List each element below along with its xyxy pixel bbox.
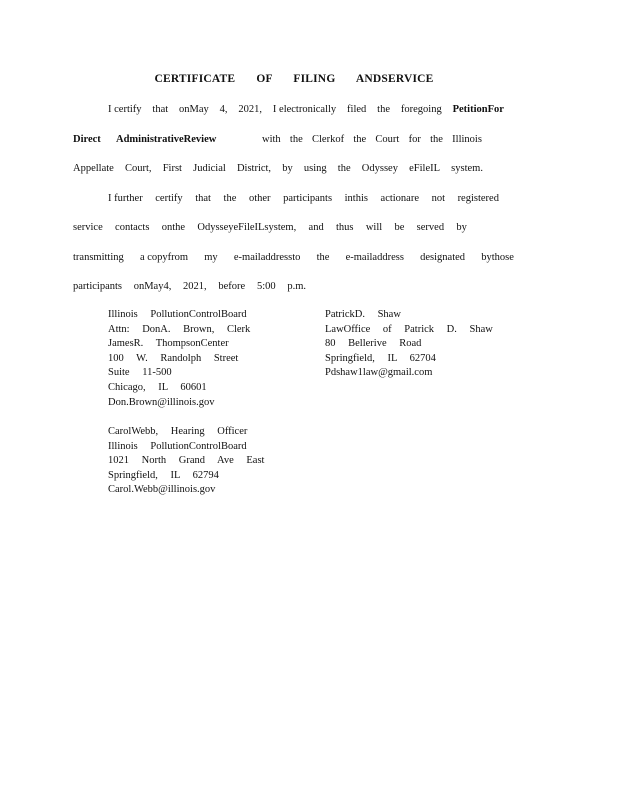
address-line: Illinois PollutionControlBoard bbox=[108, 440, 247, 452]
word: Judicial bbox=[193, 163, 226, 174]
word: foregoing bbox=[400, 104, 442, 115]
word: the bbox=[353, 134, 367, 145]
recipient-address-hearing-officer bbox=[108, 425, 264, 498]
para1-line3 bbox=[73, 162, 483, 176]
para2-line4 bbox=[73, 280, 306, 294]
word: bythose bbox=[481, 252, 514, 263]
word: Illinois bbox=[452, 134, 482, 145]
word: e-mailaddress bbox=[345, 252, 404, 263]
address-line: Attn: DonA. Brown, Clerk bbox=[108, 323, 251, 335]
address-line: Chicago, IL 60601 bbox=[108, 381, 207, 393]
word: thus bbox=[336, 222, 354, 233]
word: Odyssey bbox=[361, 163, 398, 174]
word: my bbox=[204, 252, 218, 263]
word: actionare bbox=[380, 193, 420, 204]
word: using bbox=[303, 163, 327, 174]
certificate-title: CERTIFICATE OF FILING ANDSERVICE bbox=[154, 73, 434, 85]
address-line: Springfield, IL 62704 bbox=[325, 352, 436, 364]
address-line: Illinois PollutionControlBoard bbox=[108, 309, 247, 320]
address-line: Suite 11-500 bbox=[108, 367, 172, 379]
para2-line3 bbox=[73, 251, 514, 265]
word: 4, bbox=[219, 104, 228, 115]
para1-line2-rest bbox=[262, 133, 482, 147]
word: designated bbox=[420, 252, 466, 263]
word: by bbox=[282, 163, 293, 174]
word: Court, bbox=[124, 163, 152, 174]
email-address: Carol.Webb@illinois.gov bbox=[108, 484, 216, 496]
word: before bbox=[218, 281, 246, 292]
word: e-mailaddressto bbox=[233, 252, 301, 263]
word: the bbox=[223, 193, 237, 204]
word: with bbox=[262, 134, 281, 145]
word: the bbox=[337, 163, 351, 174]
email-address: Pdshaw1law@gmail.com bbox=[325, 367, 433, 379]
email-address: Don.Brown@illinois.gov bbox=[108, 396, 215, 408]
word: certify bbox=[155, 193, 183, 204]
word: participants bbox=[73, 281, 122, 292]
petition-title-part2: Direct bbox=[73, 134, 101, 145]
word: service bbox=[73, 222, 103, 233]
word: registered bbox=[457, 193, 499, 204]
word: the bbox=[377, 104, 390, 115]
word: contacts bbox=[115, 222, 150, 233]
word: the bbox=[430, 134, 443, 145]
word: filed bbox=[347, 104, 367, 115]
para2-line1 bbox=[108, 192, 499, 206]
address-line: Springfield, IL 62794 bbox=[108, 469, 219, 481]
address-line: JamesR. ThompsonCenter bbox=[108, 338, 229, 350]
word: and bbox=[308, 222, 324, 233]
address-line: 100 W. Randolph Street bbox=[108, 352, 239, 364]
word: other bbox=[248, 193, 271, 204]
petition-title-part1: PetitionFor bbox=[452, 104, 504, 115]
word: I electronically bbox=[272, 104, 337, 115]
word: not bbox=[431, 193, 445, 204]
word: participants bbox=[283, 193, 333, 204]
word: transmitting bbox=[73, 252, 124, 263]
word: inthis bbox=[344, 193, 368, 204]
word: I certify bbox=[108, 104, 142, 115]
word: for bbox=[408, 134, 421, 145]
recipient-address-shaw bbox=[325, 308, 493, 381]
word: onMay4, bbox=[133, 281, 172, 292]
address-line: 1021 North Grand Ave East bbox=[108, 455, 265, 467]
word: Court bbox=[375, 134, 400, 145]
word: by bbox=[456, 222, 467, 233]
petition-title-part3: AdministrativeReview bbox=[116, 134, 217, 145]
word: onthe bbox=[161, 222, 186, 233]
word: p.m. bbox=[287, 281, 306, 292]
word: Clerkof bbox=[312, 134, 345, 145]
word: will bbox=[365, 222, 383, 233]
word: eFileIL bbox=[409, 163, 441, 174]
word: OdysseyeFileILsystem, bbox=[197, 222, 297, 233]
word: served bbox=[416, 222, 445, 233]
para2-line2 bbox=[73, 221, 467, 235]
word: First bbox=[162, 163, 182, 174]
word: the bbox=[289, 134, 303, 145]
address-line: PatrickD. Shaw bbox=[325, 309, 401, 320]
address-line: CarolWebb, Hearing Officer bbox=[108, 426, 248, 437]
word: onMay bbox=[179, 104, 209, 115]
word: be bbox=[394, 222, 405, 233]
recipient-address-board bbox=[108, 308, 250, 410]
word: I further bbox=[108, 193, 143, 204]
para1-line1 bbox=[108, 103, 504, 117]
address-line: LawOffice of Patrick D. Shaw bbox=[325, 323, 493, 335]
word: that bbox=[152, 104, 169, 115]
word: District, bbox=[236, 163, 272, 174]
word: system. bbox=[451, 163, 483, 174]
word: 5:00 bbox=[256, 281, 276, 292]
word: Appellate bbox=[73, 163, 114, 174]
address-line: 80 Bellerive Road bbox=[325, 338, 422, 350]
word: the bbox=[316, 252, 330, 263]
word: 2021, bbox=[238, 104, 263, 115]
word: 2021, bbox=[183, 281, 207, 292]
word: a copyfrom bbox=[139, 252, 189, 263]
word: that bbox=[195, 193, 211, 204]
